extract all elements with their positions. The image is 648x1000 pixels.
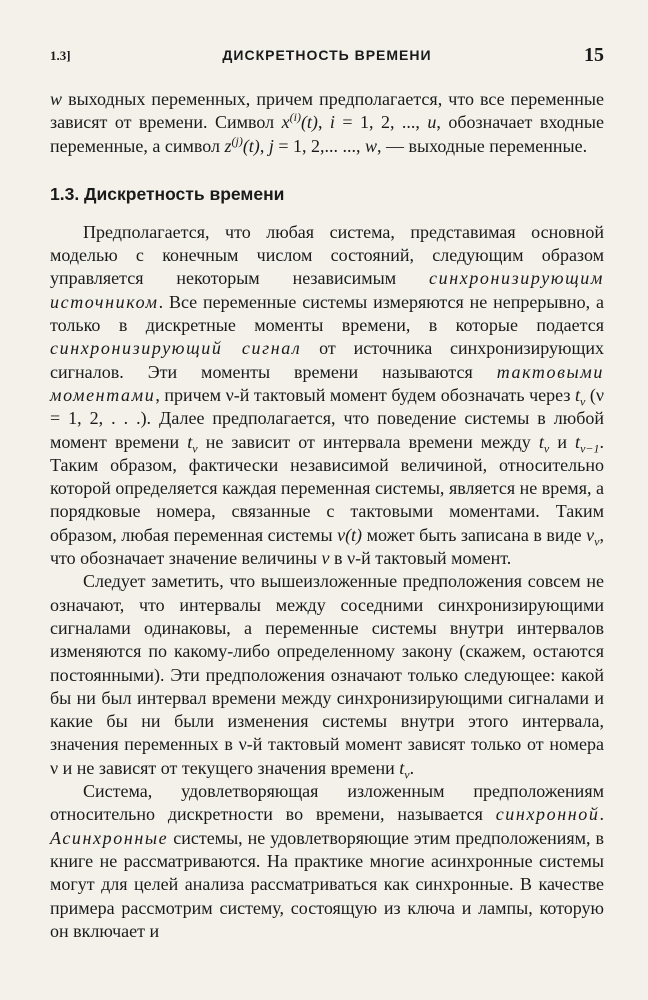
math-subscript: ν <box>404 767 410 782</box>
math-var: w <box>50 89 63 109</box>
emphasis: синхронной <box>495 804 600 825</box>
section-heading: 1.3. Дискретность времени <box>50 183 285 204</box>
math-var: t <box>399 757 405 778</box>
text-run: системы, не удовлетворяющие этим предположениям, в книге не рассматриваются. На практике многие асинхронные системы могут для целей анализа рассматриваться как синхронные. В качестве примера рассмотрим систему, состоящую из ключа и лампы, которую он включает и <box>50 827 604 941</box>
math-var: t <box>574 384 580 405</box>
page-body <box>50 88 604 943</box>
text-run: и <box>549 431 576 452</box>
text-run: от источника синхронизирующих сигналов. Эти моменты времени называются <box>50 338 604 382</box>
text-run: . Таким образом, фактически независимой величиной, относительно которой определяется каждая переменная системы, является не время, а порядковые номера, связанные с тактовыми моментами. Таким образом, любая переменная системы <box>50 431 604 545</box>
math-superscript: (j) <box>231 133 243 148</box>
math-subscript: ν <box>594 534 600 549</box>
intro-paragraph <box>50 88 604 158</box>
text-run: . <box>409 757 415 778</box>
text-run: , <box>317 112 330 133</box>
text-run: . <box>599 804 604 825</box>
text-run: . Все переменные системы измеряются не непрерывно, а только в дискретные моменты времени, в которые подается <box>50 291 604 336</box>
math-var: w <box>364 135 377 156</box>
math-var: v <box>586 524 595 545</box>
running-header <box>50 44 604 68</box>
math-var: v <box>337 524 346 545</box>
text-run: , что обозначает значение величины <box>50 524 604 569</box>
text-run: не зависит от интервала времени между <box>197 431 539 452</box>
emphasis: синхронизирующий сигнал <box>50 338 302 359</box>
text-run: = 1, 2, ..., <box>334 112 428 133</box>
text-run: может быть записана в виде <box>362 524 587 545</box>
math-var: t <box>575 431 581 452</box>
math-var: v <box>321 548 330 569</box>
emphasis: синхронизирующим источником <box>50 268 604 312</box>
text-run: Система, удовлетворяющая изложенным предположениям относительно дискретности во времени, называется <box>50 781 604 825</box>
math-var: z <box>224 135 232 156</box>
math-var: j <box>268 135 274 156</box>
emphasis: Асинхронные <box>50 827 169 848</box>
header-title: ДИСКРЕТНОСТЬ ВРЕМЕНИ <box>222 47 432 63</box>
math-var: t <box>538 431 544 452</box>
text-run: = 1, 2,... ..., <box>273 135 365 156</box>
paragraph-3 <box>50 780 604 943</box>
text-run: , причем ν-й тактовый момент будем обозначать через <box>155 384 575 405</box>
text-run: выходных переменных, причем предполагается, что все переменные зависят от времени. Символ <box>50 89 604 133</box>
page-number: 15 <box>584 44 604 66</box>
math-subscript: ν <box>192 441 198 456</box>
emphasis: тактовыми моментами <box>50 361 604 405</box>
math-arg: (t) <box>345 524 363 545</box>
text-run: Следует заметить, что вышеизложенные предположения совсем не означают, что интервалы между соседними синхронизирующими сигналами одинаковы, а переменные системы внутри интервалов изменяются по какому-либо определенному закону (скажем, остаются постоянными). Эти предположения означают только следующее: какой бы ни был интервал времени между синхронизирующими сигналами и какие бы ни были изменения системы внутри этого интервала, значения переменных в ν-й тактовый момент зависят только от номера ν и не зависят от текущего значения времени <box>50 571 604 778</box>
header-section-ref: 1.3] <box>50 48 71 63</box>
text-run: в ν-й тактовый момент. <box>329 548 512 569</box>
math-superscript: (i) <box>289 110 301 125</box>
math-var: i <box>329 112 335 133</box>
math-subscript: ν−1 <box>580 441 600 456</box>
text-run: , — выходные переменные. <box>377 135 588 156</box>
text-run: Предполагается, что любая система, представимая основной моделью с конечным числом состояний, следующим образом управляется некоторым независимым <box>50 221 604 289</box>
math-var: u <box>427 112 437 133</box>
text-run: , <box>259 135 269 156</box>
math-arg: (t) <box>300 112 318 133</box>
text-run: (ν = 1, 2, . . .). Далее предполагается, что поведение системы в любой момент времени <box>50 384 604 452</box>
paragraph-2 <box>50 570 604 780</box>
math-subscript: ν <box>543 441 550 456</box>
math-arg: (t) <box>242 135 260 156</box>
text-run: , обозначает входные переменные, а символ <box>50 112 605 156</box>
math-var: t <box>187 431 193 452</box>
math-var: x <box>281 112 290 133</box>
paragraph-1 <box>50 221 604 570</box>
math-subscript: ν <box>580 394 586 409</box>
